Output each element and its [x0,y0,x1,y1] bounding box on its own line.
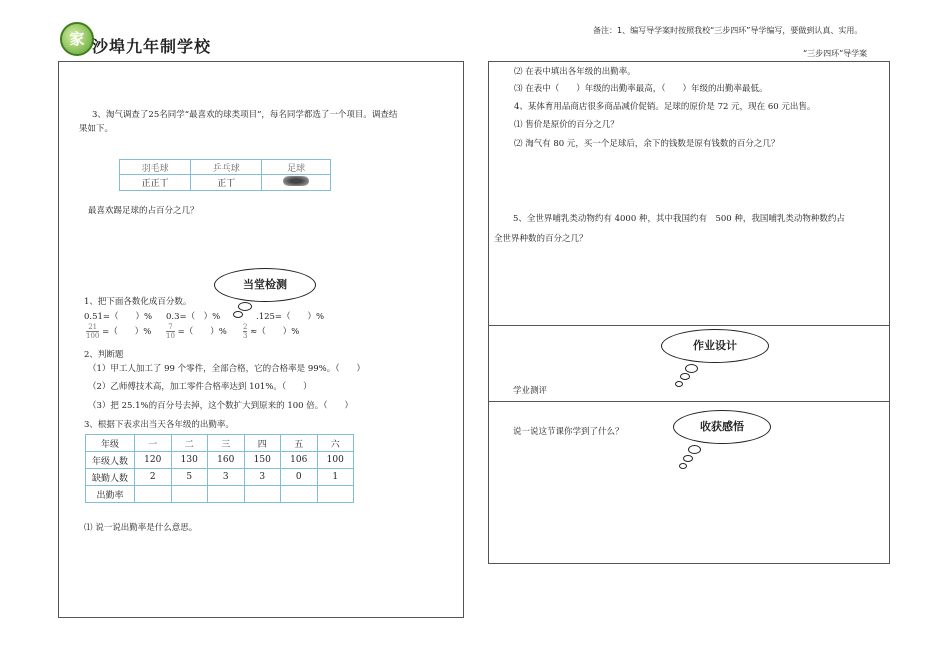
ex3-q1: ⑴ 说一说出勤率是什么意思。 [84,523,198,533]
att-cell: 四 [244,435,281,452]
thought-bubble-dot [685,364,698,373]
ex1-frac-3: $\frac{2}{3}$ ≈（ ）% [243,323,300,340]
ex1-item-a: 0.51=（ ）% [84,312,153,322]
academic-evaluation: 学业测评 [513,386,548,396]
ex2-item-1: （1）甲工人加工了 99 个零件，全部合格，它的合格率是 99%。（ ） [88,364,365,374]
thought-bubble-dot [675,381,683,387]
fraction: $\frac{21}{100}$ [86,323,100,340]
survey-table [119,159,331,191]
att-cell: 出勤率 [86,486,135,503]
att-cell: 2 [135,469,172,486]
survey-value: 正正丅 [120,175,191,191]
header-subtitle: “三步四环”导学案 [803,49,868,58]
att-cell: 106 [281,452,318,469]
fraction: $\frac{2}{3}$ [243,323,248,340]
att-cell [171,486,208,503]
att-cell: 年级人数 [86,452,135,469]
cloud-homework-design: 作业设计 [661,329,769,363]
ex2-item-3: （3）把 25.1%的百分号去掉，这个数扩大到原来的 100 倍。（ ） [88,401,353,411]
att-cell: 1 [317,469,354,486]
att-cell: 五 [281,435,318,452]
survey-value-smudged [262,175,331,191]
ex2-title: 2、判断题 [84,350,124,360]
divider [488,325,889,326]
att-cell: 二 [171,435,208,452]
thought-bubble-dot [679,463,687,469]
ink-smudge [283,176,309,186]
att-cell [208,486,245,503]
q5-text-line2: 全世界种数的百分之几？ [494,234,588,244]
att-cell [317,486,354,503]
q3-sub3: ⑶ 在表中（ ）年级的出勤率最高，（ ）年级的出勤率最低。 [514,84,768,94]
att-cell: 缺勤人数 [86,469,135,486]
att-cell: 150 [244,452,281,469]
att-cell: 120 [135,452,172,469]
school-name: 沙埠九年制学校 [92,37,212,56]
q3-text-line2: 果如下。 [79,124,114,134]
att-cell: 六 [317,435,354,452]
att-cell: 年级 [86,435,135,452]
ex2-item-2: （2）乙师傅技术高，加工零件合格率达到 101%。（ ） [88,382,312,392]
q3-sub2: ⑵ 在表中填出各年级的出勤率。 [514,67,636,77]
att-cell [244,486,281,503]
school-logo-char: 家 [69,30,85,48]
ex1-frac-2: $\frac{7}{10}$ =（ ）% [166,323,227,340]
q4-text: 4、某体育用品商店很多商品减价促销。足球的原价是 72 元，现在 60 元出售。 [514,102,816,112]
ex1-title: 1、把下面各数化成百分数。 [84,297,192,307]
att-cell: 3 [208,469,245,486]
ex1-frac-1: $\frac{21}{100}$ =（ ）% [86,323,152,340]
ex1-item-b: 0.3=（ ）% [166,312,221,322]
cloud-in-class-test: 当堂检测 [214,268,316,302]
thought-bubble-dot [233,311,243,318]
survey-header: 乒乓球 [191,160,262,175]
thought-bubble-dot [683,455,693,462]
ex3-title: 3、根据下表求出当天各年级的出勤率。 [84,420,234,430]
att-cell: 三 [208,435,245,452]
thought-bubble-dot [238,302,252,311]
attendance-table [85,434,354,503]
thought-bubble-dot [680,373,690,380]
thought-bubble-dot [688,445,701,454]
q4-sub2: ⑵ 淘气有 80 元，买一个足球后，余下的钱数是原有钱数的百分之几？ [514,139,780,149]
att-cell [135,486,172,503]
att-cell: 3 [244,469,281,486]
survey-header: 羽毛球 [120,160,191,175]
survey-header: 足球 [262,160,331,175]
q4-sub1: ⑴ 售价是原价的百分之几？ [514,120,619,130]
reflection-prompt: 说一说这节课你学到了什么？ [513,427,624,437]
divider [488,401,889,402]
att-cell: 100 [317,452,354,469]
cloud-reflection: 收获感悟 [673,410,771,444]
ex1-item-c: .125=（ ）% [256,312,325,322]
att-cell: 160 [208,452,245,469]
att-cell: 130 [171,452,208,469]
fraction: $\frac{7}{10}$ [166,323,175,340]
att-cell: 一 [135,435,172,452]
q3-question: 最喜欢踢足球的占百分之几？ [88,206,199,216]
q5-text-line1: 5、全世界哺乳类动物约有 4000 种，其中我国约有 500 种，我国哺乳类动物种数约占 [513,214,845,224]
header-note: 备注：1、编写导学案时按照我校“三步四环”导学编写，要做到认真、实用。 [593,26,863,35]
att-cell [281,486,318,503]
att-cell: 0 [281,469,318,486]
q3-text-line1: 3、淘气调查了25名同学“最喜欢的球类项目”，每名同学都选了一个项目。调查结 [92,110,398,120]
survey-value: 正丅 [191,175,262,191]
att-cell: 5 [171,469,208,486]
